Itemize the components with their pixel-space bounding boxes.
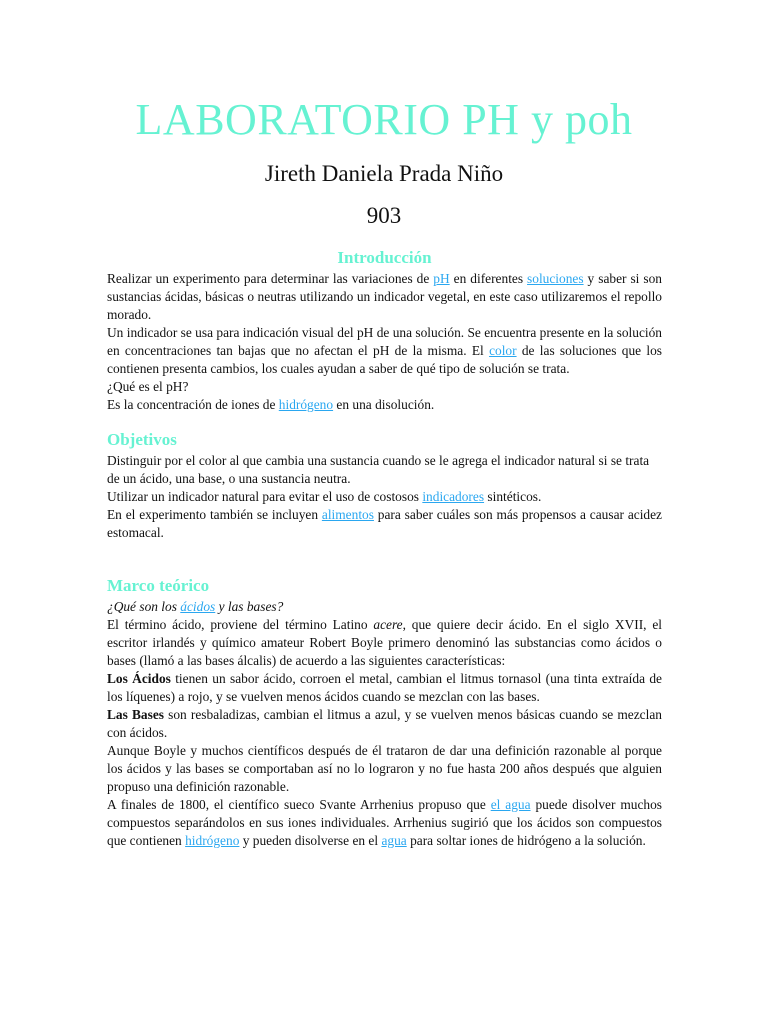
- section-heading-introduccion: Introducción: [337, 248, 432, 267]
- link-ph[interactable]: pH: [433, 271, 450, 286]
- text: son resbaladizas, cambian el litmus a azul, y se vuelven menos básicas cuando se mezclan con ácidos.: [107, 707, 662, 740]
- section-heading-objetivos: Objetivos: [107, 430, 177, 449]
- text: El término ácido, proviene del término Latino: [107, 617, 374, 632]
- text: ¿Qué son los: [107, 599, 181, 614]
- marco-acidos-paragraph: [107, 670, 662, 706]
- text: para soltar iones de hidrógeno a la solución.: [406, 833, 646, 848]
- text: sintéticos.: [484, 489, 542, 504]
- document-title: LABORATORIO PH y poh: [135, 95, 633, 144]
- link-hidrogeno-2[interactable]: hidrógeno: [185, 833, 240, 848]
- marco-question: [107, 598, 662, 616]
- text: tienen un sabor ácido, corroen el metal, cambian el litmus tornasol (una tinta extraída de los líquenes) a rojo, y se vuelven menos ácidos cuando se mezclan con las bases.: [107, 671, 663, 704]
- objetivos-paragraph-2: [107, 488, 662, 506]
- link-color[interactable]: color: [489, 343, 517, 358]
- text: y pueden disolverse en el: [239, 833, 382, 848]
- marco-paragraph-3: [107, 796, 662, 850]
- latin-term: acere: [373, 617, 403, 632]
- document-body: [107, 246, 662, 850]
- spacer: [107, 414, 662, 428]
- link-agua[interactable]: agua: [381, 833, 407, 848]
- spacer: [107, 542, 662, 574]
- link-acidos[interactable]: ácidos: [180, 599, 216, 614]
- text: de las soluciones que los contienen presenta cambios, los cuales ayudan a saber de qué tipo de solución se trata.: [107, 343, 662, 376]
- grade-label: 903: [366, 203, 402, 228]
- bases-label: Las Bases: [107, 707, 164, 722]
- link-alimentos[interactable]: alimentos: [321, 507, 374, 522]
- text: A finales de 1800, el científico sueco Svante Arrhenius propuso que: [107, 797, 491, 812]
- text: y saber si son sustancias ácidas, básicas o neutras utilizando un indicador vegetal, en este caso utilizaremos el repollo morado.: [107, 271, 662, 322]
- acidos-label: Los Ácidos: [107, 671, 171, 686]
- text: Realizar un experimento para determinar las variaciones de: [107, 271, 434, 286]
- text: en una disolución.: [333, 397, 435, 412]
- text: Es la concentración de iones de: [107, 397, 279, 412]
- text: en diferentes: [449, 271, 528, 286]
- link-hidrogeno[interactable]: hidrógeno: [278, 397, 334, 412]
- marco-paragraph-1: [107, 616, 662, 670]
- intro-paragraph-1: [107, 270, 662, 324]
- text: puede disolver muchos compuestos separándolos en sus iones individuales. Arrhenius sugirió que los ácidos son compuestos que contienen: [107, 797, 663, 848]
- link-indicadores[interactable]: indicadores: [422, 489, 485, 504]
- marco-bases-paragraph: [107, 706, 662, 742]
- section-heading-marco-teorico: Marco teórico: [107, 576, 210, 595]
- author-name: Jireth Daniela Prada Niño: [264, 161, 504, 186]
- text: y las bases?: [215, 599, 284, 614]
- text: En el experimento también se incluyen: [107, 507, 322, 522]
- link-soluciones[interactable]: soluciones: [527, 271, 584, 286]
- intro-paragraph-3: [107, 396, 662, 414]
- marco-paragraph-2: Aunque Boyle y muchos científicos después de él trataron de dar una definición razonable al porque los ácidos y las bases se comportaban así no lo lograron y no fue hasta 200 años después que alguien propuso una definición razonable.: [107, 743, 662, 794]
- text: Un indicador se usa para indicación visual del pH de una solución. Se encuentra presente en la solución en concentraciones tan bajas que no afectan el pH de la misma. El: [107, 325, 662, 358]
- intro-question: ¿Qué es el pH?: [107, 379, 189, 394]
- objetivos-paragraph-1: Distinguir por el color al que cambia una sustancia cuando se le agrega el indicador natural si se trata de un ácido, una base, o una sustancia neutra.: [107, 453, 650, 486]
- text: para saber cuáles son más propensos a causar acidez estomacal.: [107, 507, 663, 540]
- objetivos-paragraph-3: [107, 506, 662, 542]
- intro-paragraph-2: [107, 324, 662, 378]
- text: Utilizar un indicador natural para evitar el uso de costosos: [107, 489, 423, 504]
- text: , que quiere decir ácido. En el siglo XVII, el escritor irlandés y químico amateur Robert Boyle primero denominó las substancias como ácidos o bases (llamó a las bases álcalis) de acuerdo a las siguientes características:: [107, 617, 662, 668]
- link-el-agua[interactable]: el agua: [490, 797, 531, 812]
